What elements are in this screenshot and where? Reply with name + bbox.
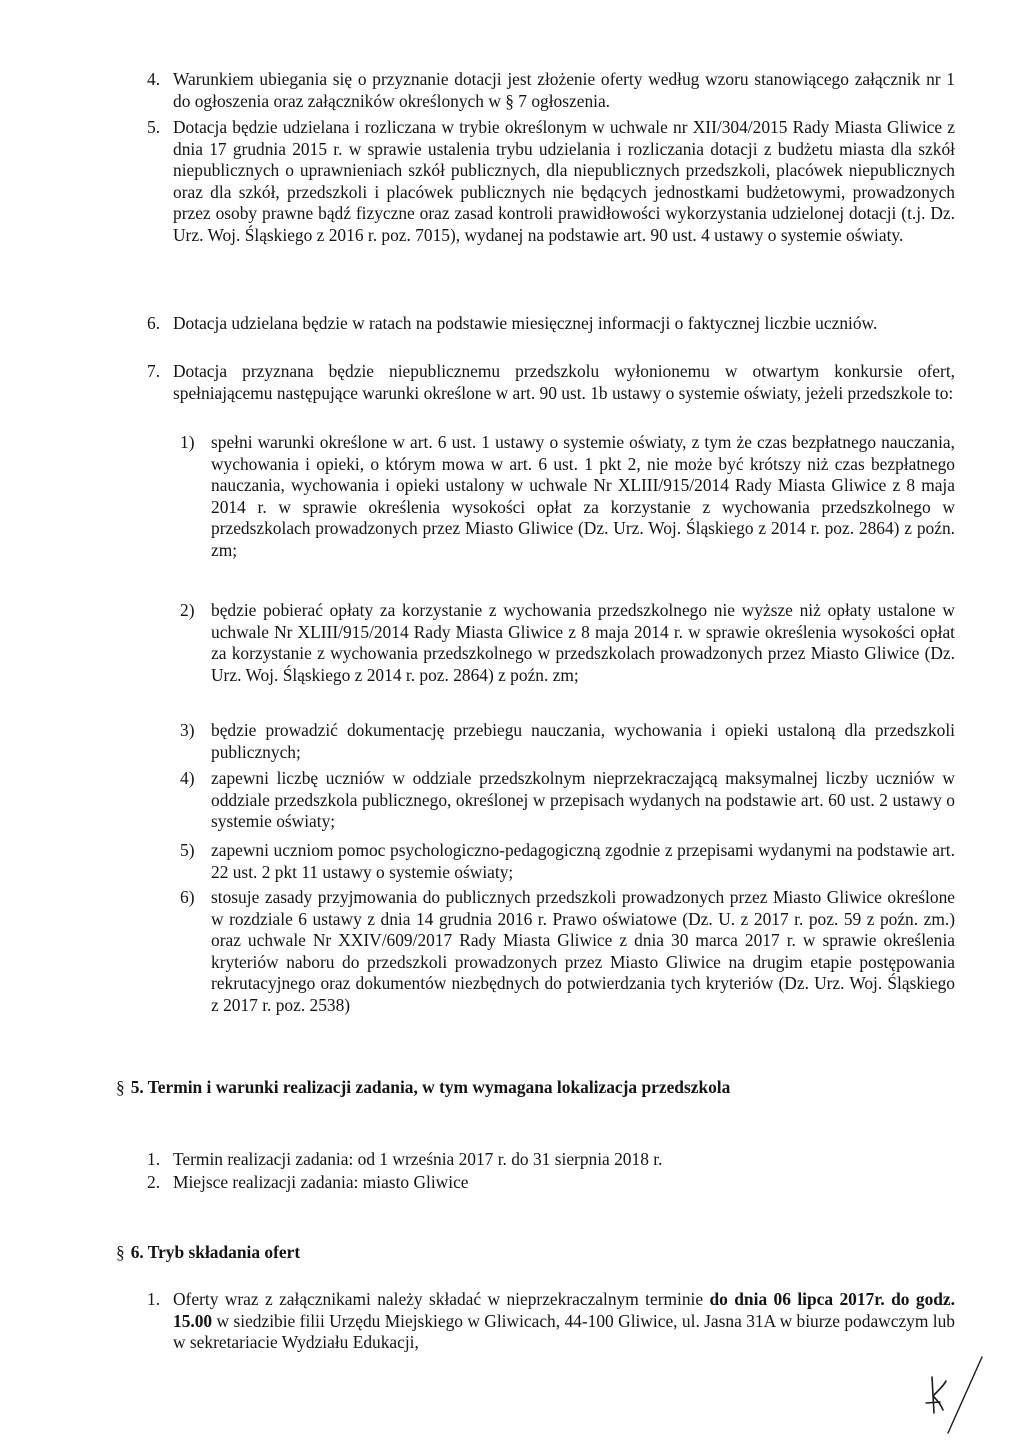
condition-6-number: 6) [180,887,195,907]
item-6-text: Dotacja udzielana będzie w ratach na podstawie miesięcznej informacji o faktycznej liczbie uczniów. [173,313,878,333]
condition-5-text: zapewni uczniom pomoc psychologiczno-pedagogiczną zgodnie z przepisami wydanymi na podstawie art. 22 ust. 2 pkt 11 ustawy o systemie oświaty; [211,840,955,882]
condition-1-number: 1) [180,432,195,452]
section-6-item-1-text [173,1289,955,1354]
section-6-item-1-text-after: w siedzibie filii Urzędu Miejskiego w Gliwicach, 44-100 Gliwice, ul. Jasna 31A w biurze podawczym lub w sekretariacie Wydziału Edukacji, [173,1310,955,1353]
section-6-item-1-deadline: do dnia 06 lipca 2017r. do godz. 15.00 [173,1289,955,1331]
section-5-item-1-text: Termin realizacji zadania: od 1 września 2017 r. do 31 sierpnia 2018 r. [173,1149,663,1169]
item-4-text: Warunkiem ubiegania się o przyznanie dotacji jest złożenie oferty według wzoru stanowiącego załącznik nr 1 do ogłoszenia oraz załączników określonych w § 7 ogłoszenia. [173,69,955,111]
section-5-item-2-number: 2. [147,1172,161,1192]
handwritten-signature [910,1355,990,1435]
section-5-item-2-text: Miejsce realizacji zadania: miasto Gliwice [173,1172,469,1192]
item-5-number: 5. [147,117,161,137]
section-5-item-1-number: 1. [147,1149,161,1169]
condition-3-number: 3) [180,720,195,740]
condition-2-number: 2) [180,600,195,620]
section-6-heading [116,1242,300,1264]
condition-1-text: spełni warunki określone w art. 6 ust. 1 ustawy o systemie oświaty, z tym że czas bezpłatnego nauczania, wychowania i opieki, o którym mowa w art. 6 ust. 1 pkt 2, nie może być krótszy niż czas bezpłatnego nauczania, wychowania i opieki ustalony w uchwale Nr XLIII/915/2014 Rady Miasta Gliwice z 8 maja 2014 r. w sprawie określenia wysokości opłat za korzystanie z wychowania przedszkolnego w przedszkolach prowadzonych przez Miasto Gliwice (Dz. Urz. Woj. Śląskiego z 2014 r. poz. 2864) z poźn. zm; [211,432,955,560]
item-6-number: 6. [147,313,161,333]
section-6-symbol: § [116,1242,125,1262]
condition-4-number: 4) [180,768,195,788]
section-6-item-1-number: 1. [147,1289,161,1309]
item-5-text: Dotacja będzie udzielana i rozliczana w trybie określonym w uchwale nr XII/304/2015 Rady Miasta Gliwice z dnia 17 grudnia 2015 r. w sprawie ustalenia trybu udzielania i rozliczania dotacji z budżetu miasta dla szkół niepublicznych o uprawnieniach szkół publicznych, dla niepublicznych przedszkoli, placówek niepublicznych oraz dla szkół, przedszkoli i placówek publicznych nie będących jednostkami budżetowymi, prowadzonych przez osoby prawne bądź fizyczne oraz zasad kontroli prawidłowości wykorzystania udzielonej dotacji (t.j. Dz. Urz. Woj. Śląskiego z 2016 r. poz. 7015), wydanej na podstawie art. 90 ust. 4 ustawy o systemie oświaty. [173,117,955,245]
section-5-symbol: § [116,1077,125,1097]
condition-2-text: będzie pobierać opłaty za korzystanie z wychowania przedszkolnego nie wyższe niż opłaty ustalone w uchwale Nr XLIII/915/2014 Rady Miasta Gliwice z 8 maja 2014 r. w sprawie określenia wysokości opłat za korzystanie z wychowania przedszkolnego w przedszkolach prowadzonych przez Miasto Gliwice (Dz. Urz. Woj. Śląskiego z 2014 r. poz. 2864) z poźn. zm; [211,600,955,685]
section-6-item-1-text-before: Oferty wraz z załącznikami należy składać w nieprzekraczalnym terminie [173,1289,710,1309]
item-4-number: 4. [147,69,161,89]
condition-5-number: 5) [180,840,195,860]
section-5-heading [116,1077,730,1099]
item-7-number: 7. [147,361,161,381]
condition-6-text: stosuje zasady przyjmowania do publicznych przedszkoli prowadzonych przez Miasto Gliwice określone w rozdziale 6 ustawy z dnia 14 grudnia 2016 r. Prawo oświatowe (Dz. U. z 2017 r. poz. 59 z poźn. zm.) oraz uchwale Nr XXIV/609/2017 Rady Miasta Gliwice z dnia 30 marca 2017 r. w sprawie określenia kryteriów naboru do przedszkoli prowadzonych przez Miasto Gliwice na drugim etapie postępowania rekrutacyjnego oraz dokumentów niezbędnych do potwierdzania tych kryteriów (Dz. Urz. Woj. Śląskiego z 2017 r. poz. 2538) [211,887,955,1015]
condition-4-text: zapewni liczbę uczniów w oddziale przedszkolnym nieprzekraczającą maksymalnej liczby uczniów w oddziale przedszkola publicznego, określonej w przepisach wydanych na podstawie art. 60 ust. 2 ustawy o systemie oświaty; [211,768,955,832]
item-7-text: Dotacja przyznana będzie niepublicznemu przedszkolu wyłonionemu w otwartym konkursie ofert, spełniającemu następujące warunki określone w art. 90 ust. 1b ustawy o systemie oświaty, jeżeli przedszkole to: [173,361,955,403]
condition-3-text: będzie prowadzić dokumentację przebiegu nauczania, wychowania i opieki ustaloną dla przedszkoli publicznych; [211,720,955,762]
section-5-title: 5. Termin i warunki realizacji zadania, w tym wymagana lokalizacja przedszkola [130,1077,731,1097]
section-6-title: 6. Tryb składania ofert [130,1242,301,1262]
